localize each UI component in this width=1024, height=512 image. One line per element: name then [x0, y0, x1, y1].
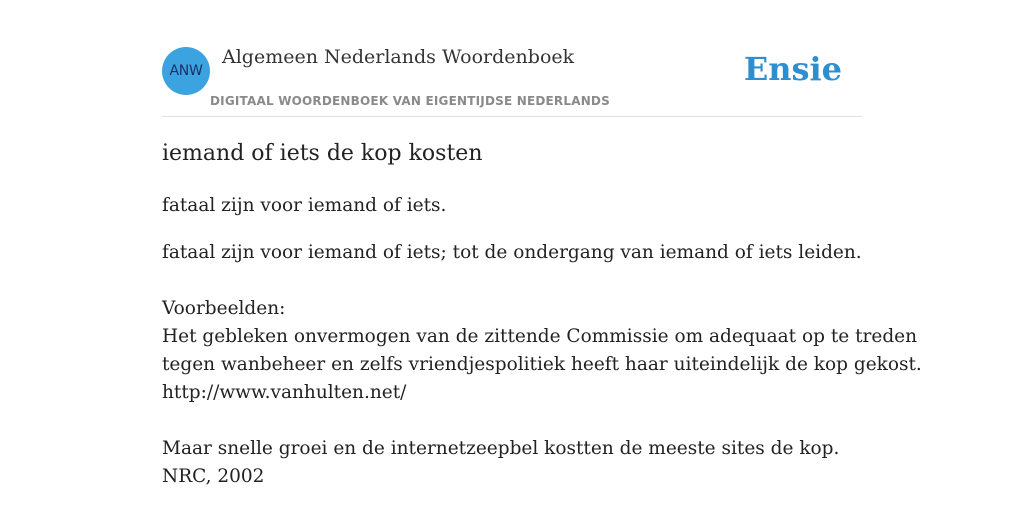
entry-content [162, 138, 922, 491]
entry-term: iemand of iets de kop kosten [162, 141, 483, 166]
example-source: NRC, 2002 [162, 466, 265, 487]
examples-label: Voorbeelden: [162, 298, 286, 319]
example-2 [162, 435, 862, 491]
example-line: Maar snelle groei en de internetzeepbel kostten de meeste sites de kop. [162, 438, 840, 459]
example-source-link[interactable]: http://www.vanhulten.net/ [162, 382, 407, 403]
site-subtitle: DIGITAAL WOORDENBOEK VAN EIGENTIJDSE NEDERLANDS [210, 94, 610, 108]
example-source [162, 379, 862, 407]
example-1 [162, 323, 922, 407]
site-title[interactable]: Algemeen Nederlands Woordenboek [222, 46, 575, 68]
anw-logo-icon[interactable] [162, 47, 210, 95]
definition-long: fataal zijn voor iemand of iets; tot de ondergang van iemand of iets leiden. [162, 242, 862, 263]
example-spacer [162, 407, 862, 435]
example-line: Het gebleken onvermogen van de zittende Commissie om adequaat op te treden [162, 326, 918, 347]
site-header [162, 40, 862, 117]
definition-short: fataal zijn voor iemand of iets. [162, 195, 447, 216]
example-line: tegen wanbeheer en zelfs vriendjespolitiek heeft haar uiteindelijk de kop gekost. [162, 354, 922, 375]
examples-section [162, 295, 922, 491]
ensie-brand-link[interactable]: Ensie [743, 50, 842, 88]
logo-text: ANW [169, 63, 203, 79]
